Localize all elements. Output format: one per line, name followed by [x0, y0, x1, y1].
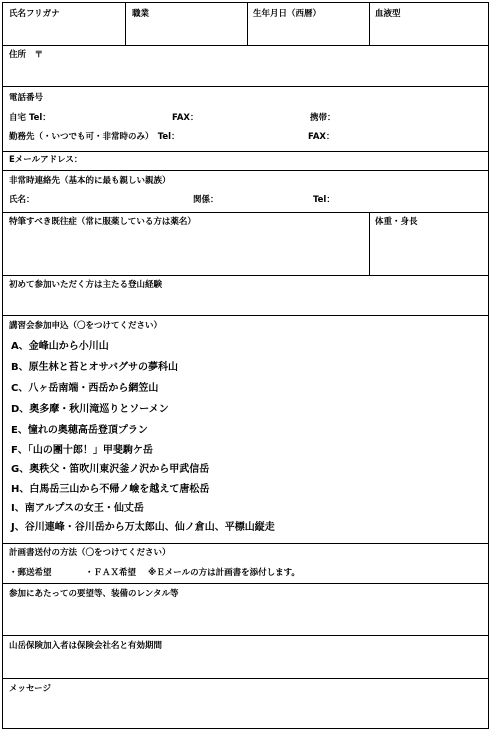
- message-label: メッセージ: [9, 684, 51, 694]
- mobile-label: 携帯：: [310, 113, 336, 123]
- plan-delivery-title: 計画書送付の方法（〇をつけてください）: [9, 548, 171, 558]
- course-option: I、南アルプスの女王・仙丈岳: [11, 503, 144, 514]
- course-option: E、憧れの奥穂高岳登頂プラン: [11, 425, 148, 436]
- divider: [3, 315, 488, 316]
- divider: [125, 3, 126, 45]
- course-option: F、「山の團十郎！」甲斐駒ケ岳: [11, 445, 153, 456]
- divider: [3, 170, 488, 171]
- divider: [3, 45, 488, 46]
- application-form: [2, 2, 489, 729]
- fax-option: ・ＦＡＸ希望: [85, 568, 137, 578]
- requests-label: 参加にあたっての要望等、装備のレンタル等: [9, 589, 179, 599]
- course-option: A、金峰山から小川山: [11, 341, 109, 352]
- furigana-label: 氏名フリガナ: [9, 9, 60, 19]
- weight-height-label: 体重・身長: [375, 217, 418, 227]
- medical-history-label: 特筆すべき既往症（常に服薬している方は薬名）: [9, 217, 196, 227]
- work-tel-label: 勤務先（・いつでも可・非常時のみ） Tel：: [9, 132, 180, 142]
- divider: [369, 3, 370, 45]
- address-label: 住所 〒: [9, 50, 44, 60]
- course-option: G、奥秩父・笛吹川東沢釜ノ沢から甲武信岳: [11, 464, 210, 475]
- email-label: Eメールアドレス：: [9, 155, 83, 165]
- course-option: D、奥多摩・秋川滝巡りとソーメン: [11, 404, 169, 415]
- work-fax-label: FAX：: [308, 132, 335, 142]
- divider: [3, 212, 488, 213]
- divider: [3, 275, 488, 276]
- home-tel-label: 自宅 Tel：: [9, 113, 51, 123]
- divider: [3, 86, 488, 87]
- phone-title: 電話番号: [9, 93, 44, 103]
- divider: [3, 151, 488, 152]
- occupation-label: 職業: [132, 9, 150, 19]
- emergency-tel-label: Tel：: [313, 195, 335, 205]
- emergency-relation-label: 関係：: [193, 195, 219, 205]
- divider: [247, 3, 248, 45]
- postal-option: ・郵送希望: [9, 568, 52, 578]
- course-title: 講習会参加申込（〇をつけてください）: [9, 321, 163, 331]
- fax-label: FAX：: [172, 113, 199, 123]
- emergency-name-label: 氏名：: [9, 195, 35, 205]
- course-option: B、原生林と苔とオサバグサの夢科山: [11, 362, 179, 373]
- divider: [3, 543, 488, 544]
- emergency-title: 非常時連絡先（基本的に最も親しい親族）: [9, 176, 171, 186]
- experience-label: 初めて参加いただく方は主たる登山経験: [9, 280, 163, 290]
- divider: [3, 635, 488, 636]
- divider: [3, 583, 488, 584]
- divider: [369, 212, 370, 275]
- insurance-label: 山岳保険加入者は保険会社名と有効期間: [9, 641, 163, 651]
- birthdate-label: 生年月日（西暦）: [253, 9, 322, 19]
- email-note: ※Ｅメールの方は計画書を添付します。: [148, 568, 300, 578]
- course-option: J、谷川連峰・谷川岳から万太郎山、仙ノ倉山、平標山縦走: [11, 522, 275, 533]
- course-option: H、白馬岳三山から不帰ノ嶮を越えて唐松岳: [11, 484, 210, 495]
- course-option: C、八ヶ岳南端・西岳から網笠山: [11, 383, 159, 394]
- blood-type-label: 血液型: [375, 9, 401, 19]
- divider: [3, 678, 488, 679]
